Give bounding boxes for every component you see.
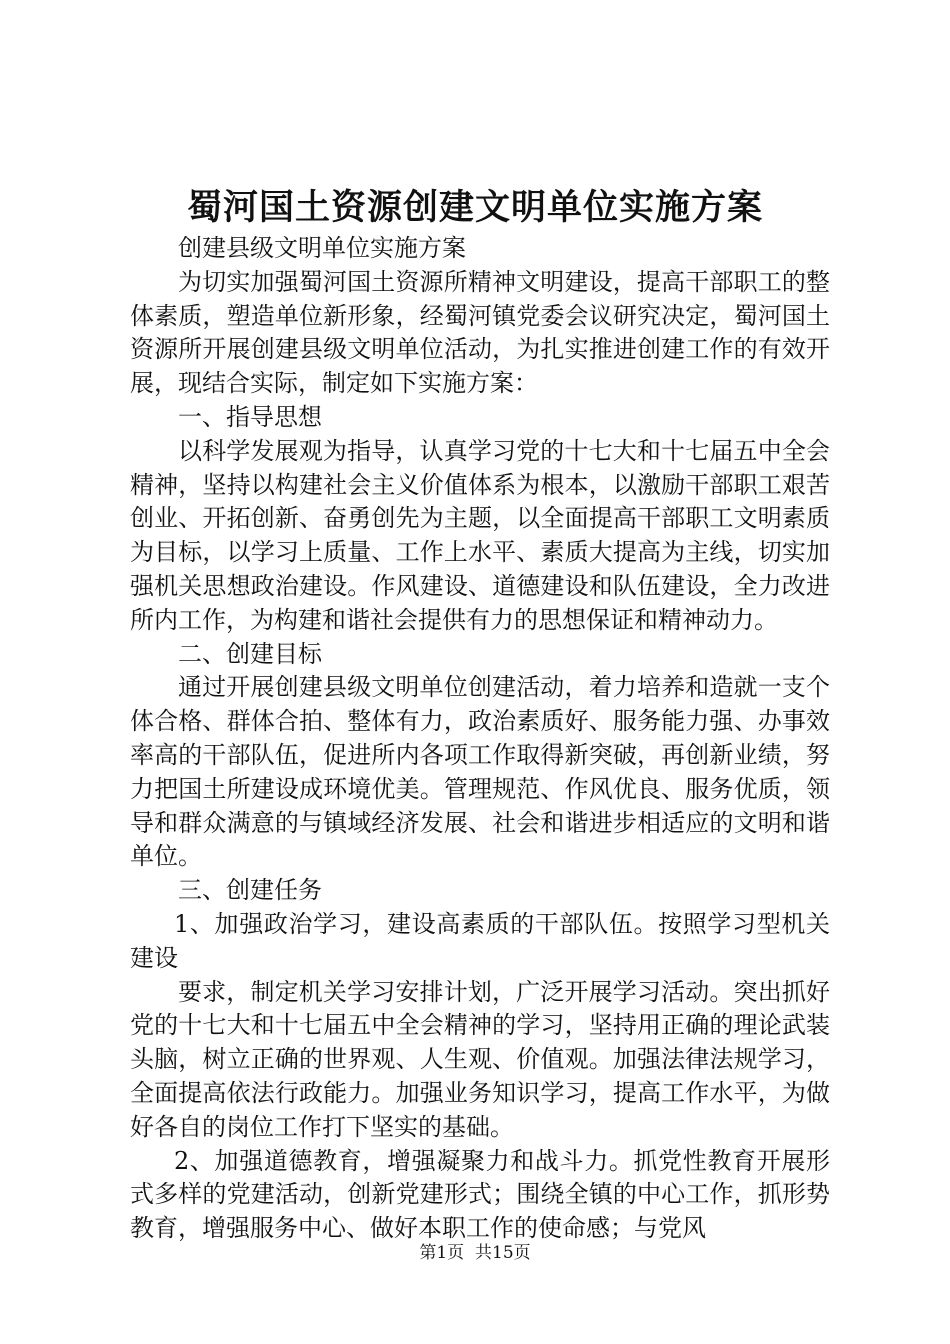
task-1-heading: 1、加强政治学习，建设高素质的干部队伍。按照学习型机关建设 <box>130 909 830 972</box>
intro-paragraph: 为切实加强蜀河国土资源所精神文明建设，提高干部职工的整体素质，塑造单位新形象，经蜀河镇党委会议研究决定，蜀河国土资源所开展创建县级文明单位活动，为扎实推进创建工作的有效开展，现结合实际，制定如下实施方案： <box>130 267 830 398</box>
page-footer <box>0 1241 950 1265</box>
task-1-paragraph: 要求，制定机关学习安排计划，广泛开展学习活动。突出抓好党的十七大和十七届五中全会精神的学习，坚持用正确的理论武装头脑，树立正确的世界观、人生观、价值观。加强法律法规学习，全面提高依法行政能力。加强业务知识学习，提高工作水平，为做好各自的岗位工作打下坚实的基础。 <box>130 977 830 1141</box>
section-heading-goals: 二、创建目标 <box>178 639 322 668</box>
goals-paragraph: 通过开展创建县级文明单位创建活动，着力培养和造就一支个体合格、群体合拍、整体有力，政治素质好、服务能力强、办事效率高的干部队伍，促进所内各项工作取得新突破，再创新业绩，努力把国土所建设成环境优美。管理规范、作风优良、服务优质，领导和群众满意的与镇域经济发展、社会和谐进步相适应的文明和谐单位。 <box>130 673 830 871</box>
document-body <box>130 232 830 1246</box>
page-total: 共15页 <box>475 1243 531 1263</box>
section-heading-tasks: 三、创建任务 <box>178 876 322 905</box>
subtitle-paragraph: 创建县级文明单位实施方案 <box>178 234 466 262</box>
guiding-ideology-paragraph: 以科学发展观为指导，认真学习党的十七大和十七届五中全会精神，坚持以构建社会主义价值体系为根本，以激励干部职工艰苦创业、开拓创新、奋勇创先为主题，以全面提高干部职工文明素质为目标，以学习上质量、工作上水平、素质大提高为主线，切实加强机关思想政治建设。作风建设、道德建设和队伍建设，全力改进所内工作，为构建和谐社会提供有力的思想保证和精神动力。 <box>130 436 830 634</box>
section-heading-guiding-ideology: 一、指导思想 <box>178 402 322 431</box>
task-2-paragraph: 2、加强道德教育，增强凝聚力和战斗力。抓党性教育开展形式多样的党建活动，创新党建形式；围绕全镇的中心工作，抓形势教育，增强服务中心、做好本职工作的使命感；与党风 <box>130 1146 830 1243</box>
document-title: 蜀河国土资源创建文明单位实施方案 <box>186 187 763 228</box>
page-number: 第1页 <box>419 1243 465 1263</box>
